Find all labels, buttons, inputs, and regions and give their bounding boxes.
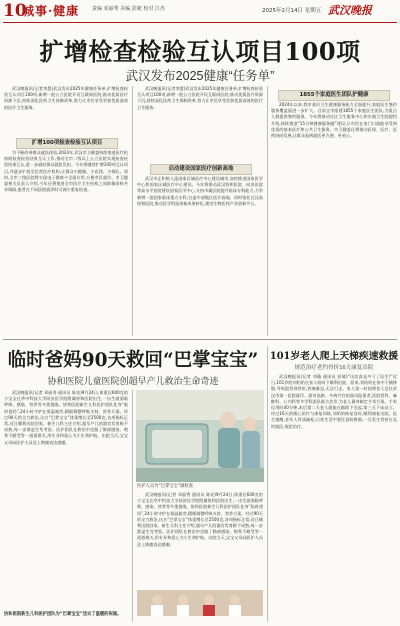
story1-col2-heading: 启动建设国家医疗创新高地 xyxy=(150,164,252,175)
newspaper-logo: 武汉晚报 xyxy=(328,4,372,17)
story1-subheadline: 武汉发布2025健康“任务单” xyxy=(125,69,275,83)
story1-col2-text: 武汉市正积极入选国家区域医疗中心建设城市,加快推进国家医学中心和国家区域医疗中心建设。今年将推动武汉协和医院、同济医院等高水平医院建设国家医学中心,支持市属医院提升临床专科能力,力争新增一批国家临床重点专科,打造中部地区医疗高地。同时依托在汉高校和医院,推动医学科技创新成果转化,建设生物医药产业创新平台。 xyxy=(137,176,263,206)
story1-col1-text: 为不断改善群众就医体验,2024年,武汉市卫健委持续推进医疗机构间检查检验结果互认工作,推动全市二级以上公立医院实现检查检验结果互认,进一步减轻群众就医负担。今年将继续扩增100项互认项目,并逐步扩展至民营医疗机构,让群众少跑腿、少花钱、少排队。同时,全市三级医院将实现电子健康卡全面应用,方便市民就诊。市卫健委相关负责人介绍,今年还将推进全市医疗卫生机构之间影像资料共享调阅,患者在不同医院就诊时可减少重复检查。 xyxy=(4,150,128,193)
section-divider xyxy=(3,339,397,340)
page-masthead xyxy=(0,0,400,22)
story1-col1-heading: 扩增100项检查检验互认项目 xyxy=(16,138,118,149)
story2-subheadline: 协和医院儿童医院创超早产儿救治生命奇迹 xyxy=(47,376,219,386)
story3-subheadline: 规范治疗老约骨折16天康复出院 xyxy=(294,365,374,371)
story2-spacer xyxy=(4,590,128,591)
story1-headline: 扩增检查检验互认项目100项 xyxy=(39,37,361,66)
column-divider xyxy=(267,346,268,622)
issue-date: 2025年2月14日 星期五 xyxy=(262,8,322,14)
story3-text: 武汉晚报讯(记者 刘璇 通讯员 彭倩)“这次真是多亏了医生!”近日,101岁的刘奶奶在家人陪同下顺利出院。原来,刘奶奶在家中不慎摔倒,导致股骨颈骨折,疼痛难忍,无法行走。家人第一时间将老人送往武汉市第一医院就诊。面对高龄、多病共存的高风险患者,医院骨科、麻醉科、心内科等多学科团队联合会诊,为老人量身制定手术方案。手术仅用时40分钟,术后第二天老人就能在辅助下坐起,第三天下床站立。经过16天的精心治疗与康复训练,刘奶奶恢复良好,顺利康复出院。医生提醒,老年人骨质疏松,日常生活中要注意防跌倒,一旦发生骨折应及时就医,规范治疗。 xyxy=(271,374,397,429)
story2-text: 武汉晚报讯(记者 邓丽秀 通讯员 陈亮)9月24日,体重仅600克的小宝宝在华中科技大学同济医学院附属协和医院出生,一出生就面临呼吸、感染、营养等多重挑战。协和医院新生儿科医护团队化身“临时爸妈”,24小时守护在保温箱旁,精细调整呼吸支持、营养方案。经过90天的全力救治,这名“巴掌宝宝”体重增长至2500克,各项指标正常,近日顺利出院回家。新生儿科主任介绍,超早产儿的器官发育极不成熟,每一步都是生死考验。医护团队在救治中克服了肺部感染、喂养不耐受等一道道难关,用专业和爱心为小生命护航。出院当天,宝宝父母向医护人员送上锦旗表达感谢。 xyxy=(4,390,128,445)
editor-credits: 责编 邓丽秀 美编 彭婕 校对 江杰 xyxy=(92,6,165,12)
column-divider xyxy=(267,86,268,336)
story2-photo-nicu xyxy=(136,390,264,482)
page-number: 10 xyxy=(3,1,27,21)
story2-bottom-caption: 协和医院新生儿科医护团队为“巴掌宝宝”送去了温暖的祝福。 xyxy=(4,612,122,617)
story2-text-cont: 武汉晚报讯(记者 邓丽秀 通讯员 陈亮)9月24日,体重仅600克的小宝宝在华中科技大学同济医学院附属协和医院出生,一出生就面临呼吸、感染、营养等多重挑战。协和医院新生儿科医护团队化身“临时爸妈”,24小时守护在保温箱旁,精细调整呼吸支持、营养方案。经过90天的全力救治,这名“巴掌宝宝”体重增长至2500克,各项指标正常,近日顺利出院回家。新生儿科主任介绍,超早产儿的器官发育极不成熟,每一步都是生死考验。医护团队在救治中克服了肺部感染、喂养不耐受等一道道难关,用专业和爱心为小生命护航。出院当天,宝宝父母向医护人员送上锦旗表达感谢。 xyxy=(137,492,263,547)
column-divider xyxy=(132,86,133,336)
story3-headline: 101岁老人爬上天梯疾速救援 xyxy=(269,351,399,362)
story2-headline: 临时爸妈90天救回“巴掌宝宝” xyxy=(7,350,259,371)
story2-photo-caption: 医护人员为“巴掌宝宝”做检查 xyxy=(137,484,194,489)
story1-col3-text: 2024年以来,我市基层卫生健康服务能力全面提升,家庭医生签约服务覆盖面进一步扩大。目前全市组建1855个家庭医生团队,为重点人群提供签约服务。今年将推动社区卫生服务中心和乡镇卫生院提档升级,持续推进“15分钟健康服务圈”建设,让市民在家门口就能享受到优质的基本医疗和公共卫生服务。市卫健委还将推动医保、医疗、医药协同发展,让群众看病就医更方便、更省心。 xyxy=(271,102,397,139)
story1-intro: 武汉晚报讯(记者李慧)武汉发布2025年健康任务单,扩增检查检验互认项目100项,新增一批公立医院开设互联网医院,推动优质医疗资源下沉,持续深化医药卫生体制改革,努力让市民享受更加优质高效的医疗卫生服务。 xyxy=(4,86,128,110)
section-title: 城事·健康 xyxy=(22,4,80,18)
column-divider xyxy=(132,390,133,622)
story2-photo-team xyxy=(137,590,263,616)
story1-col3-heading: 1855个家庭医生团队护健康 xyxy=(278,90,390,101)
masthead-rule xyxy=(3,22,397,23)
story1-col2-intro: 武汉晚报讯(记者李慧)武汉发布2025年健康任务单,扩增检查检验互认项目100项,新增一批公立医院开设互联网医院,推动优质医疗资源下沉,持续深化医药卫生体制改革,努力让市民享受更加优质高效的医疗卫生服务。 xyxy=(137,86,263,110)
